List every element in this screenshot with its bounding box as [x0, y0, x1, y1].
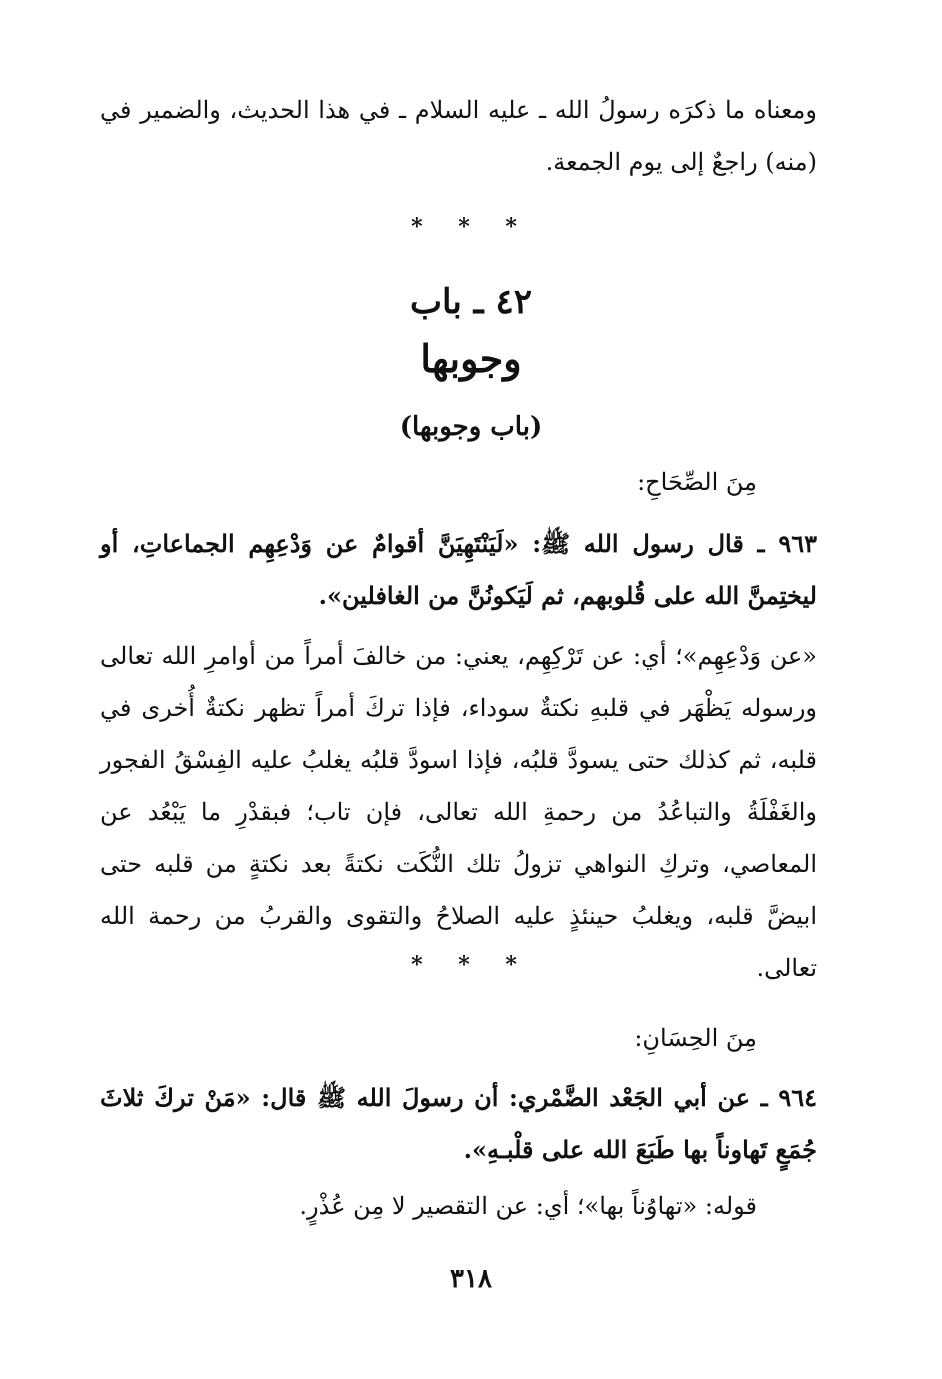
page-number: ٣١٨ — [450, 1264, 492, 1294]
section-heading-hisan: مِنَ الحِسَانِ: — [634, 1024, 757, 1052]
hadith-963: ٩٦٣ ـ قال رسول الله ﷺ: «لَيَنْتَهِيَنَّ أقوامٌ عن وَدْعِهِم الجماعاتِ، أو ليختِمنَّ الله على قُلوبهم، ثم لَيَكونُنَّ من الغافلين». — [100, 529, 817, 610]
separator-stars-top: * * * — [411, 214, 531, 240]
chapter-number: ٤٢ ـ باب — [410, 282, 532, 322]
hadith-964: ٩٦٤ ـ عن أبي الجَعْد الضَّمْري: أن رسولَ الله ﷺ قال: «مَنْ تركَ ثلاثَ جُمَعٍ تَهاوناً بها طَبَعَ الله على قلْبـهِ». — [100, 1083, 817, 1164]
chapter-title: وجوبها — [420, 336, 522, 381]
chapter-subtitle: (باب وجوبها) — [399, 412, 543, 442]
intro-paragraph: ومعناه ما ذكرَه رسولُ الله ـ عليه السلام ـ في هذا الحديث، والضمير في (منه) راجعٌ إلى يوم الجمعة. — [100, 96, 817, 176]
commentary-964: قوله: «تهاوُناً بها»؛ أي: عن التقصير لا مِن عُذْرٍ. — [299, 1192, 757, 1220]
separator-stars-bottom: * * * — [411, 952, 531, 978]
commentary-963: «عن وَدْعِهِم»؛ أي: عن تَرْكِهِم، يعني: من خالفَ أمراً من أوامرِ الله تعالى ورسوله يَظْهَر في قلبهِ نكتةٌ سوداء، فإذا تركَ أمراً تظهر نكتةٌ أُخرى في قلبه، ثم كذلك حتى يسودَّ قلبُه، فإذا اسودَّ قلبُه يغلبُ عليه الفِسْقُ الفجور والغَفْلَةُ والتباعُدُ من رحمةِ الله تعالى، فإن تاب؛ فبقدْرِ ما يَبْعُد عن المعاصي، وتركِ النواهي تزولُ تلك النُّكَت نكتةً بعد نكتةٍ من قلبه حتى ابيضَّ قلبه، ويغلبُ حينئذٍ عليه الصلاحُ والتقوى والقربُ من رحمة الله تعالى. — [100, 642, 817, 982]
section-heading-sihah: مِنَ الصِّحَاحِ: — [637, 468, 757, 496]
